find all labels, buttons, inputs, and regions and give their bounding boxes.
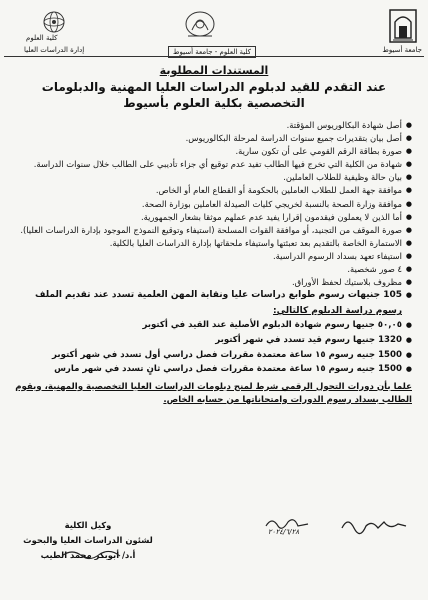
- requirement-item: ● صورة بطاقة الرقم القومي على أن تكون سارية.: [6, 145, 412, 158]
- handwritten-date: ٢٠٢٤/٦/٢٨: [268, 528, 300, 536]
- requirement-item: ● ٤ صور شخصية.: [6, 263, 412, 276]
- document-title: المستندات المطلوبة: [159, 64, 269, 77]
- fees-heading: رسوم دراسة الدبلوم كالتالي:: [273, 306, 402, 317]
- requirement-item: ● أصل بيان بتقديرات جميع سنوات الدراسة لمرحلة البكالوريوس.: [6, 132, 412, 145]
- signatory-position: وكيل الكلية: [64, 520, 112, 530]
- requirement-item: ● الاستمارة الخاصة بالتقديم بعد تعبئتها واستيفاء ملحقاتها بإدارة الدراسات العليا بالكلية.: [6, 237, 412, 250]
- requirement-item: ● بيان حالة وظيفية للطلاب العاملين.: [6, 171, 412, 184]
- requirements-list: [6, 119, 422, 302]
- assiut-university-logo-icon: [386, 8, 420, 44]
- requirement-item: ● شهادة من الكلية التي تخرج فيها الطالب تفيد عدم توقيع أي جزاء تأديبي على الطالب خلال سنوات الدراسة.: [6, 158, 412, 171]
- fee-item: ● 1500 جنيه رسوم ١٥ ساعة معتمدة مقررات فصل دراسي أول تسدد في شهر أكتوبر: [6, 348, 412, 363]
- signatory-department: لشئون الدراسات العليا والبحوث: [23, 535, 153, 545]
- requirement-item: ● استيفاء تعهد بسداد الرسوم الدراسية.: [6, 250, 412, 263]
- fees-list: [6, 318, 422, 376]
- signatory-name: أ.د/ أبوبكر محمد الطيب: [40, 550, 136, 560]
- handwritten-signature-icon: [340, 514, 410, 536]
- faculty-of-science-logo-icon: [40, 10, 68, 36]
- header-divider: [4, 56, 424, 57]
- graduate-studies-caption: إدارة الدراسات العليا: [24, 46, 85, 54]
- vice-dean-signature-icon: [60, 548, 130, 562]
- document-body: [6, 60, 422, 407]
- requirement-item: ● أما الذين لا يعملون فيقدمون إقرارا يفيد عدم عملهم موثقا بشعار الجمهورية.: [6, 211, 412, 224]
- university-caption: جامعة أسيوط: [382, 46, 422, 54]
- requirement-item: ● صورة الموقف من التجنيد، أو موافقة القوات المسلحة (استيفاء وتوقيع النموذج الموجود بإدارة الدراسات العليا).: [6, 224, 412, 237]
- requirement-item: ● أصل شهادة البكالوريوس المؤقتة.: [6, 119, 412, 132]
- fee-item: ● 1500 جنيه رسوم ١٥ ساعة معتمدة مقررات فصل دراسي ثانٍ تسدد في شهر مارس: [6, 362, 412, 377]
- requirement-item: ● مظروف بلاستيك لحفظ الأوراق.: [6, 276, 412, 289]
- requirement-item: ● موافقة وزارة الصحة بالنسبة لخريجي كليات الصيدلة العاملين بوزارة الصحة.: [6, 198, 412, 211]
- stamps-fee-item: ● 105 جنيهات رسوم طوابع دراسات عليا ونقابة المهن العلمية تسدد عند تقديم الملف: [6, 289, 412, 302]
- faculty-of-science-title: كلية العلوم: [26, 34, 58, 42]
- document-subtitle: عند التقدم للقيد لدبلوم الدراسات العليا المهنية والدبلومات التخصصية بكلية العلوم بأسيوط: [41, 80, 387, 110]
- fee-item: ● ٥٠,٠٥ جنيها رسوم شهادة الدبلوم الأصلية عند القيد في أكتوبر: [6, 318, 412, 333]
- letterhead: [0, 4, 428, 56]
- faculty-caption: كلية العلوم - جامعة أسيوط: [168, 46, 256, 58]
- requirement-item: ● موافقة جهة العمل للطلاب العاملين بالحكومة أو القطاع العام أو الخاص.: [6, 184, 412, 197]
- fee-item: ● 1320 جنيها رسوم قيد تسدد في شهر أكتوبر: [6, 333, 412, 348]
- digital-transformation-note: علما بأن دورات التحول الرقمي شرط لمنح دبلومات الدراسات العليا التخصصية والمهنية، ويقوم الطالب بسداد رسوم الدورات وامتحاناتها من حسابه الخاص.: [15, 381, 412, 405]
- faculty-emblem-icon: [183, 10, 217, 40]
